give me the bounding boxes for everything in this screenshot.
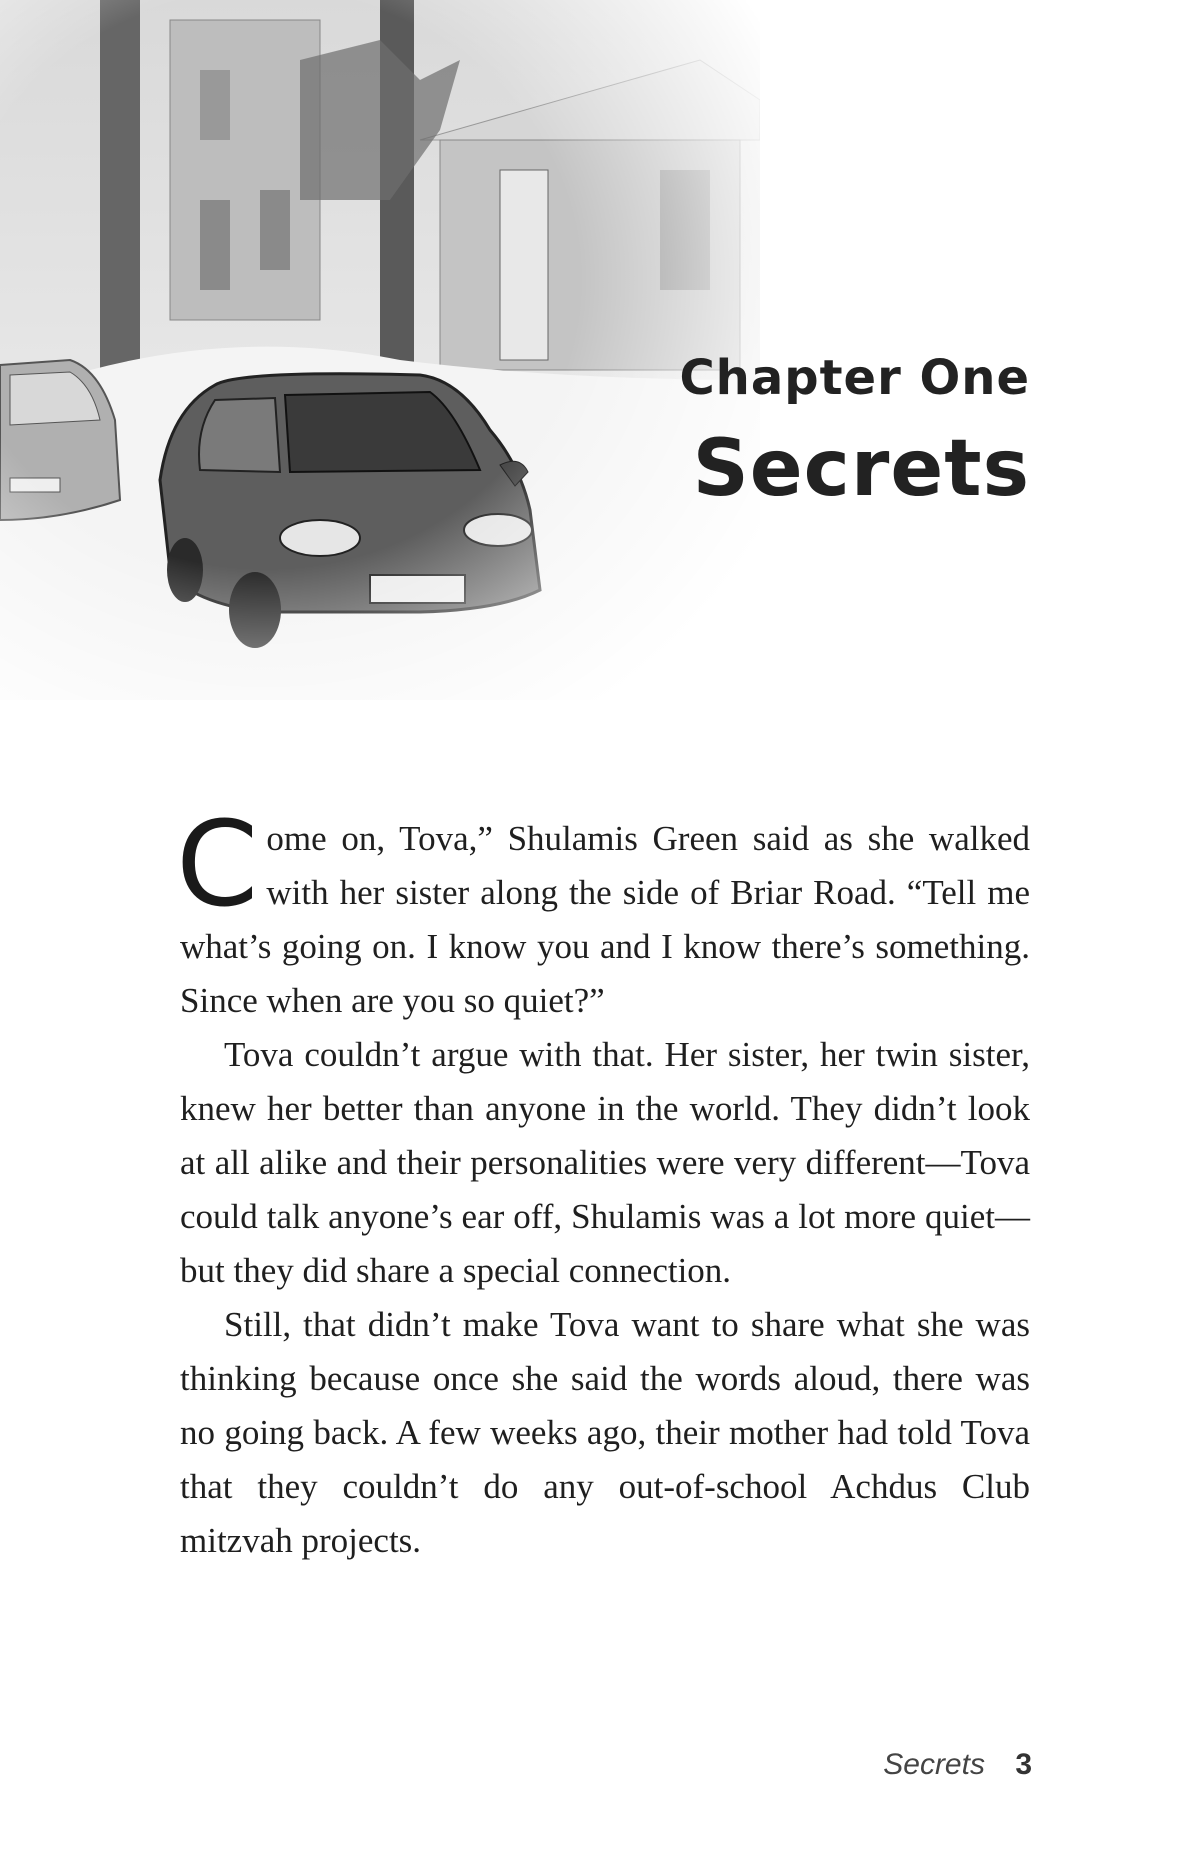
paragraph-2: Tova couldn’t argue with that. Her sister, her twin sister, knew her better than anyone in the world. They didn’t look at all alike and their personalities were very different—Tova could talk anyone’s ear off, Shulamis was a lot more quiet—but they did share a special connection. [180, 1035, 1030, 1290]
running-title: Secrets [883, 1748, 985, 1781]
paragraph-3: Still, that didn’t make Tova want to share what she was thinking because once she said the words aloud, there was no going back. A few weeks ago, their mother had told Tova that they couldn’t do any out-of-school Achdus Club mitzvah projects. [180, 1305, 1030, 1560]
chapter-body [176, 795, 1030, 1568]
paragraph-1 [176, 795, 1030, 1028]
page-number: 3 [1015, 1748, 1032, 1781]
winter-street-car-illustration [0, 0, 760, 700]
page-footer [883, 1748, 1032, 1782]
paragraph-1-text: ome on, Tova,” Shulamis Green said as she walked with her sister along the side of Briar Road. “Tell me what’s going on. I know you and I know there’s something. Since when are you so quiet?” [180, 819, 1030, 1020]
chapter-title: Secrets [692, 424, 1030, 514]
chapter-heading [679, 350, 1030, 514]
chapter-label: Chapter One [679, 350, 1030, 406]
drop-cap: C [176, 795, 259, 933]
